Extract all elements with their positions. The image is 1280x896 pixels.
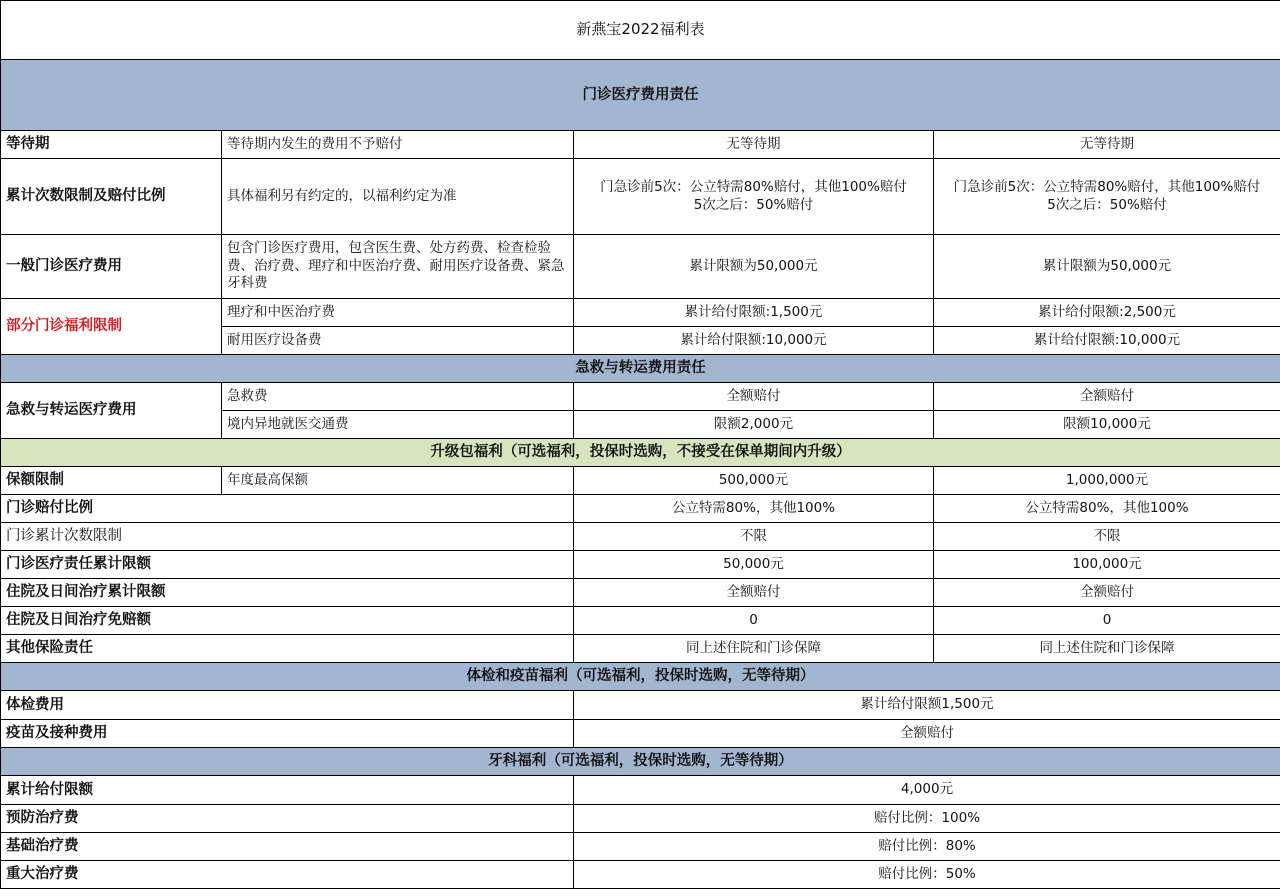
table-row: [1, 776, 1280, 805]
row-label: 门诊赔付比例: [1, 495, 574, 523]
plan2-value: 累计限额为50,000元: [934, 235, 1280, 299]
plan1-value: 全额赔付: [574, 579, 934, 607]
plan2-value: 累计给付限额:2,500元: [934, 299, 1280, 327]
row-desc: 年度最高保额: [222, 467, 574, 495]
merged-value: 赔付比例：80%: [574, 833, 1280, 861]
plan2-value: 全额赔付: [934, 579, 1280, 607]
plan1-value: 无等待期: [574, 131, 934, 159]
plan1-value: 累计给付限额:1,500元: [574, 299, 934, 327]
plan2-value: 不限: [934, 523, 1280, 551]
table-row: [1, 235, 1280, 299]
section-row: [1, 663, 1280, 691]
row-desc: 急救费: [222, 383, 574, 411]
table-row: [1, 607, 1280, 635]
table-row: [1, 579, 1280, 607]
merged-value: 4,000元: [574, 776, 1280, 805]
plan2-value: 1,000,000元: [934, 467, 1280, 495]
section-header-dental: 牙科福利（可选福利，投保时选购，无等待期）: [1, 748, 1280, 776]
plan2-value: 同上述住院和门诊保障: [934, 635, 1280, 663]
row-desc: 耐用医疗设备费: [222, 327, 574, 355]
row-label: 疫苗及接种费用: [1, 720, 574, 748]
plan2-value: 0: [934, 607, 1280, 635]
title-row: [1, 1, 1280, 60]
plan2-value: 门急诊前5次：公立特需80%赔付，其他100%赔付 5次之后：50%赔付: [934, 159, 1280, 235]
table-row: [1, 131, 1280, 159]
table-row: [1, 299, 1280, 327]
row-desc: 包含门诊医疗费用，包含医生费、处方药费、检查检验费、治疗费、理疗和中医治疗费、耐用医疗设备费、紧急牙科费: [222, 235, 574, 299]
row-label: 重大治疗费: [1, 861, 574, 889]
plan2-value: 公立特需80%，其他100%: [934, 495, 1280, 523]
table-row: [1, 551, 1280, 579]
merged-value: 赔付比例：100%: [574, 805, 1280, 833]
row-desc: 境内异地就医交通费: [222, 411, 574, 439]
row-label: 体检费用: [1, 691, 574, 720]
table-row: [1, 805, 1280, 833]
section-header-emergency: 急救与转运费用责任: [1, 355, 1280, 383]
merged-value: 全额赔付: [574, 720, 1280, 748]
row-label: 门诊累计次数限制: [1, 523, 574, 551]
table-row: [1, 467, 1280, 495]
section-row: [1, 748, 1280, 776]
section-row: [1, 60, 1280, 131]
plan2-value: 全额赔付: [934, 383, 1280, 411]
plan1-value: 全额赔付: [574, 383, 934, 411]
merged-value: 赔付比例：50%: [574, 861, 1280, 889]
section-row: [1, 439, 1280, 467]
plan2-value: 累计给付限额:10,000元: [934, 327, 1280, 355]
row-label: 保额限制: [1, 467, 222, 495]
table-row: [1, 691, 1280, 720]
row-label: 门诊医疗责任累计限额: [1, 551, 574, 579]
row-label: 住院及日间治疗免赔额: [1, 607, 574, 635]
row-label: 累计次数限制及赔付比例: [1, 159, 222, 235]
row-desc: 等待期内发生的费用不予赔付: [222, 131, 574, 159]
table-row: [1, 720, 1280, 748]
table-row: [1, 159, 1280, 235]
row-desc: 具体福利另有约定的，以福利约定为准: [222, 159, 574, 235]
section-header-checkup: 体检和疫苗福利（可选福利，投保时选购，无等待期）: [1, 663, 1280, 691]
plan2-value: 100,000元: [934, 551, 1280, 579]
row-desc: 理疗和中医治疗费: [222, 299, 574, 327]
section-row: [1, 355, 1280, 383]
page-title: 新燕宝2022福利表: [1, 1, 1280, 60]
row-label: 部分门诊福利限制: [1, 299, 222, 355]
merged-value: 累计给付限额1,500元: [574, 691, 1280, 720]
table-row: [1, 495, 1280, 523]
row-label: 住院及日间治疗累计限额: [1, 579, 574, 607]
section-header-outpatient: 门诊医疗费用责任: [1, 60, 1280, 131]
plan1-value: 不限: [574, 523, 934, 551]
table-row: [1, 635, 1280, 663]
row-label: 预防治疗费: [1, 805, 574, 833]
plan1-value: 50,000元: [574, 551, 934, 579]
table-row: [1, 383, 1280, 411]
plan1-value: 公立特需80%，其他100%: [574, 495, 934, 523]
table-row: [1, 833, 1280, 861]
plan1-value: 门急诊前5次：公立特需80%赔付，其他100%赔付 5次之后：50%赔付: [574, 159, 934, 235]
plan2-value: 无等待期: [934, 131, 1280, 159]
plan1-value: 500,000元: [574, 467, 934, 495]
plan1-value: 累计给付限额:10,000元: [574, 327, 934, 355]
row-label: 基础治疗费: [1, 833, 574, 861]
row-label: 一般门诊医疗费用: [1, 235, 222, 299]
table-row: [1, 861, 1280, 889]
plan2-value: 限额10,000元: [934, 411, 1280, 439]
row-label: 等待期: [1, 131, 222, 159]
plan1-value: 同上述住院和门诊保障: [574, 635, 934, 663]
section-header-upgrade: 升级包福利（可选福利，投保时选购，不接受在保单期间内升级）: [1, 439, 1280, 467]
row-label: 其他保险责任: [1, 635, 574, 663]
row-label: 累计给付限额: [1, 776, 574, 805]
row-label: 急救与转运医疗费用: [1, 383, 222, 439]
plan1-value: 0: [574, 607, 934, 635]
plan1-value: 累计限额为50,000元: [574, 235, 934, 299]
table-row: [1, 523, 1280, 551]
plan1-value: 限额2,000元: [574, 411, 934, 439]
